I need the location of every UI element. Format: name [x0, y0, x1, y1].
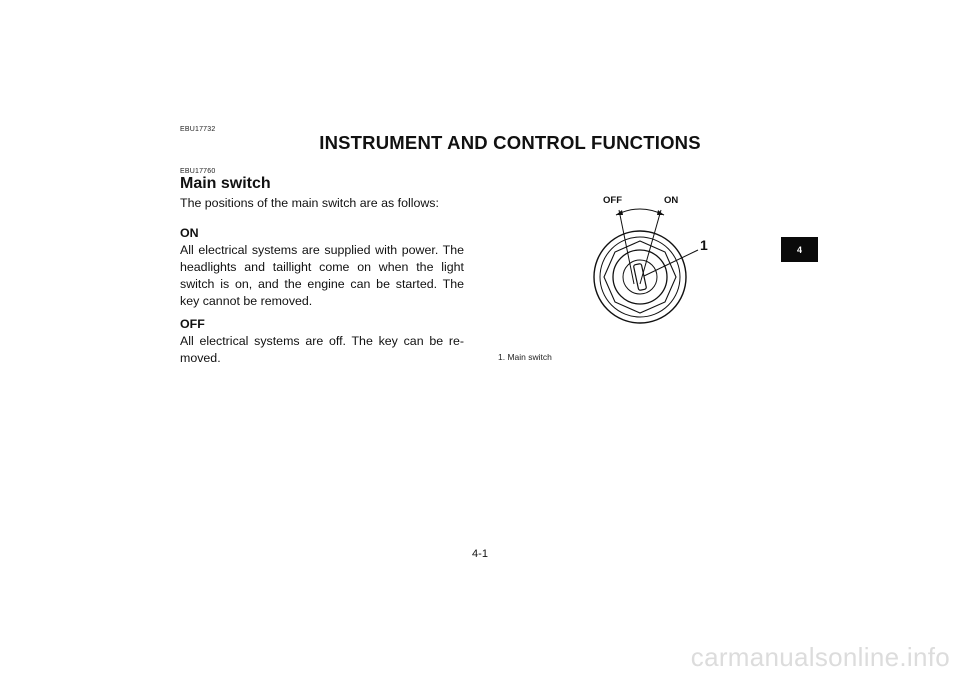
off-heading: OFF [180, 317, 205, 331]
section-code: EBU17760 [180, 168, 216, 175]
callout-line [644, 250, 698, 276]
switch-bezel [600, 237, 680, 317]
switch-outer-ring [594, 231, 686, 323]
off-description [180, 316, 464, 367]
switch-octagon [604, 241, 676, 313]
watermark: carmanualsonline.info [690, 642, 950, 672]
page-number: 4-1 [472, 548, 488, 560]
chapter-code: EBU17732 [180, 126, 216, 133]
on-description [180, 225, 464, 310]
off-text: All electrical systems are off. The key can be re-moved. [180, 334, 464, 365]
figure-caption: 1. Main switch [498, 352, 552, 362]
label-off: OFF [603, 195, 622, 206]
main-switch-illustration [580, 188, 720, 338]
key-cylinder [623, 260, 657, 294]
chapter-tab: 4 [781, 237, 818, 262]
callout-number: 1 [700, 237, 708, 253]
on-text: All electrical systems are supplied with power. The headlights and taillight come on when the light switch is on, and the engine can be started. The key cannot be removed. [180, 243, 464, 308]
on-heading: ON [180, 226, 199, 240]
rotation-arc [616, 209, 664, 215]
label-on: ON [664, 195, 679, 206]
switch-face [613, 250, 667, 304]
section-title: Main switch [180, 175, 271, 192]
intro-text: The positions of the main switch are as follows: [180, 196, 439, 210]
main-switch-figure [580, 188, 720, 338]
intro-paragraph [180, 195, 464, 212]
chapter-title: INSTRUMENT AND CONTROL FUNCTIONS [319, 132, 701, 153]
